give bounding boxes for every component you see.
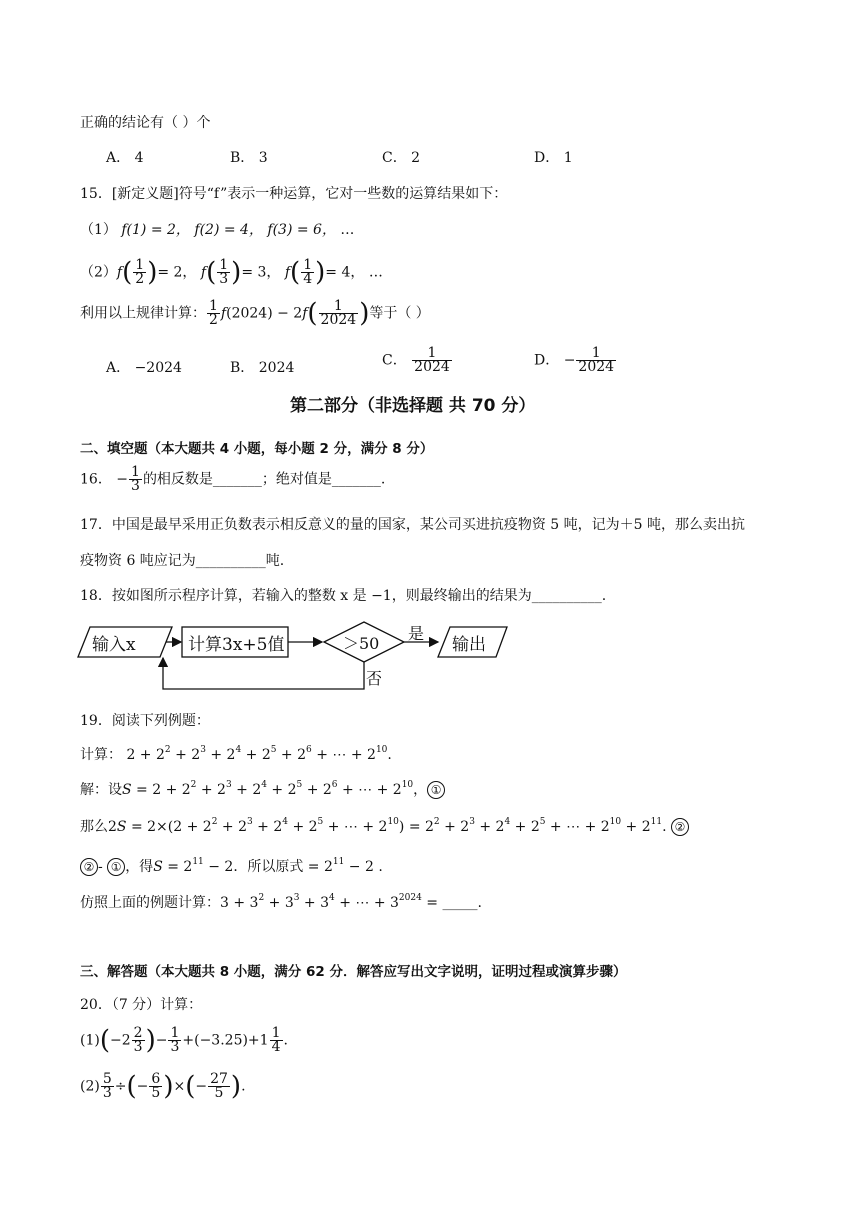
- arrow-no-loop: [163, 658, 364, 689]
- q15-line1: （1） f(1) = 2， f(2) = 4， f(3) = 6， …: [80, 222, 355, 238]
- q19-result: ② - ① ，得$S = 2^{11} - 2$．所以原式 = $2^{11} - 2$ .: [80, 856, 383, 876]
- q19-calc: 计算： $2 + 2^2 + 2^3 + 2^4 + 2^5 + 2^6$ + ⋯ + $2^{10}$.: [80, 745, 392, 763]
- q20-head: 20．（7 分）计算：: [80, 997, 203, 1013]
- q15-option-c: C． $\frac{1}{2024}$: [382, 345, 450, 375]
- q17-line1: 17．中国是最早采用正负数表示相反意义的量的国家，某公司买进抗疫物资 5 吨，记为＋5 吨，那么卖出抗: [80, 517, 745, 533]
- q14-option-a: A． 4: [106, 150, 144, 166]
- flow-yes-label: 是: [408, 624, 425, 643]
- q19-then: 那么$2S = 2\times(2 + 2^2 + 2^3 + 2^4 + 2^5$ + ⋯ + $2^{10}) = 2^2 + 2^3 + 2^4 + 2^5$ + ⋯ + $2^{10} + 2^{11}$. ②: [80, 816, 689, 836]
- q15-option-a: A． −2024: [106, 360, 182, 376]
- q14-conclusion-text: 正确的结论有（ ）个: [80, 115, 211, 131]
- q17-line2: 疫物资 6 吨应记为__________吨.: [80, 553, 285, 569]
- q20-part1: (1)(−2 $\frac{2}{3}$ )− $\frac{1}{3}$ +(−3.25)+1 $\frac{1}{4}$ .: [80, 1025, 288, 1056]
- q14-option-c: C． 2: [382, 150, 421, 166]
- flow-no-label: 否: [366, 669, 383, 688]
- q20-part2: (2) $\frac{5}{3}$ ÷(− $\frac{6}{5}$ )×(− $\frac{27}{5}$ ).: [80, 1071, 246, 1102]
- q14-option-d: D． 1: [534, 150, 573, 166]
- q15-option-d: D． − $\frac{1}{2024}$: [534, 345, 615, 375]
- q15-use-line: 利用以上规律计算： $\frac{1}{2}$ f(2024) − 2f( $\frac{1}{2024}$ )等于（ ）: [80, 298, 430, 329]
- q15-line2: （2）f( $\frac{1}{2}$ )= 2， f( $\frac{1}{3}$ )= 3， f( $\frac{1}{4}$ )= 4， …: [80, 257, 383, 288]
- q19-imitate: 仿照上面的例题计算：$3 + 3^2 + 3^3 + 3^4$ + ⋯ + $3^{2024}$ = _____.: [80, 893, 482, 911]
- flow-condition-label: ＞50: [343, 634, 380, 653]
- flow-input-label: 输入x: [92, 635, 136, 655]
- q16: 16． − $\frac{1}{3}$ 的相反数是_______；绝对值是_______.: [80, 464, 386, 494]
- section3-title: 三、解答题（本大题共 8 小题，满分 62 分．解答应写出文字说明，证明过程或演算步骤）: [80, 964, 627, 980]
- flow-compute-label: 计算3x+5值: [188, 635, 285, 655]
- part2-title: 第二部分（非选择题 共 70 分）: [290, 396, 536, 416]
- q14-option-b: B． 3: [230, 150, 268, 166]
- q15-stem: 15．[新定义题]符号“f”表示一种运算，它对一些数的运算结果如下：: [80, 186, 508, 202]
- q15-option-b: B． 2024: [230, 360, 295, 376]
- section2-title: 二、填空题（本大题共 4 小题，每小题 2 分，满分 8 分）: [80, 441, 434, 457]
- q18: 18．按如图所示程序计算，若输入的整数 x 是 −1，则最终输出的结果为__________.: [80, 588, 607, 604]
- q19-title: 19．阅读下列例题：: [80, 713, 210, 729]
- q19-solve: 解：设$S = 2 + 2^2 + 2^3 + 2^4 + 2^5 + 2^6$ + ⋯ + $2^{10}$， ①: [80, 779, 445, 799]
- flow-output-label: 输出: [452, 635, 486, 655]
